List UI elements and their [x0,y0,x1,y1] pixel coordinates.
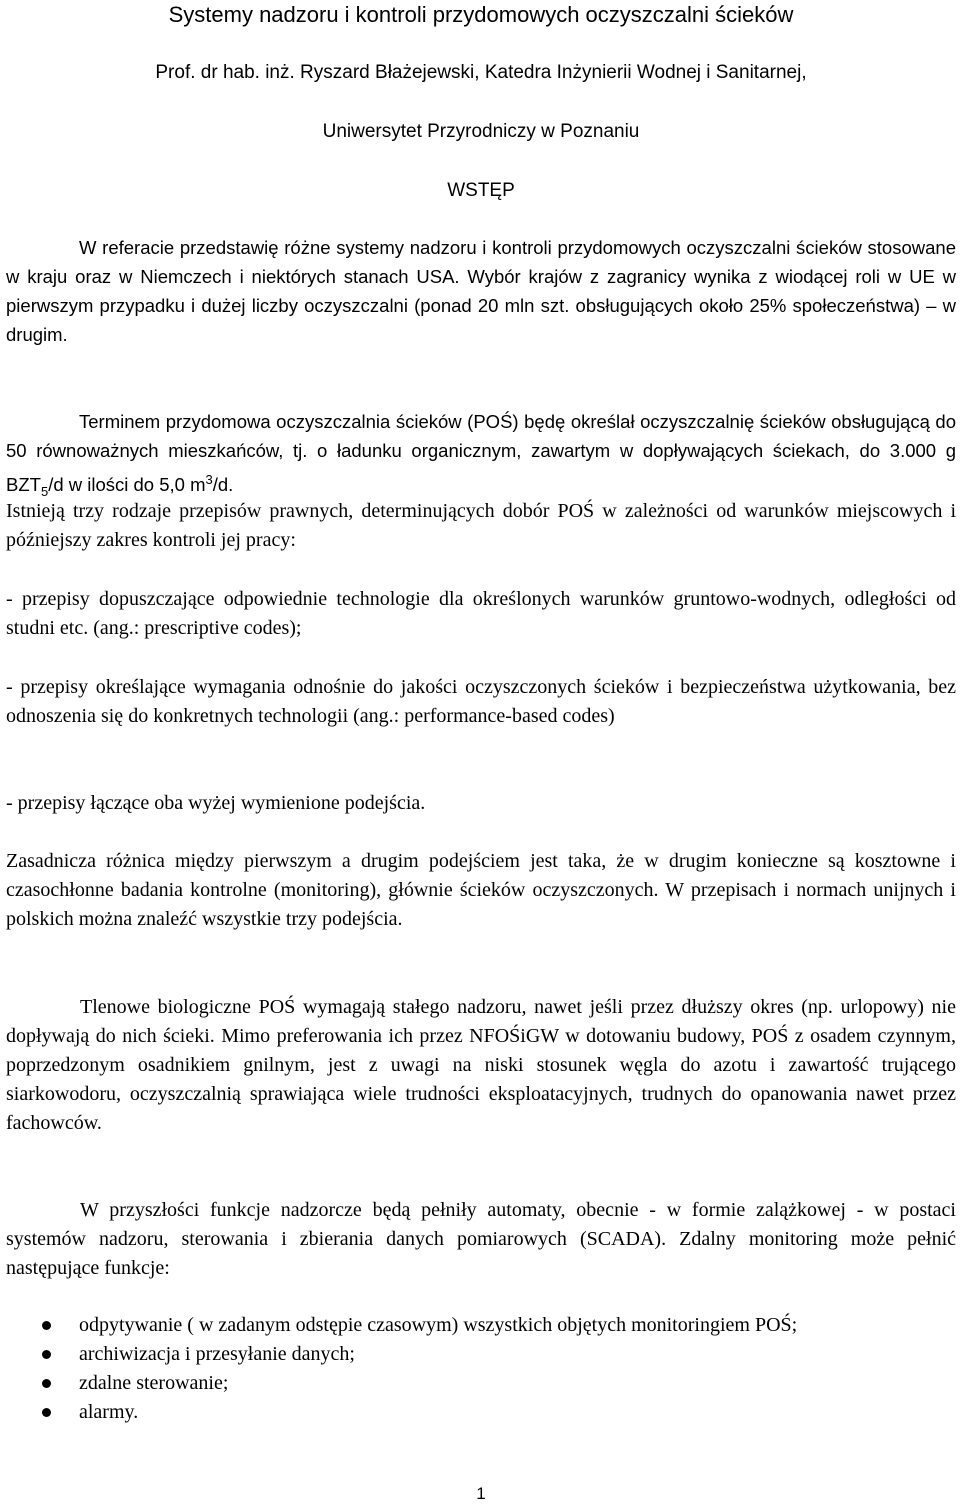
bullet-icon [42,1408,51,1417]
bullet-icon [42,1379,51,1388]
list-item-text: alarmy. [79,1401,139,1423]
list-item [6,1340,956,1369]
bullet-icon [42,1350,51,1359]
regulation-item: - przepisy określające wymagania odnośnie do jakości oczyszczonych ścieków i bezpieczeństwa użytkowania, bez odnoszenia się do konkretnych technologii (ang.: performance-based codes) [6,676,956,727]
regulation-item: - przepisy łączące oba wyżej wymienione podejścia. [6,792,426,814]
section-heading: WSTĘP [447,180,515,201]
definition-text-3: /d. [212,474,234,496]
regulations-intro: Istnieją trzy rodzaje przepisów prawnych, determinujących dobór POŚ w zależności od warunków miejscowych i późniejszy zakres kontroli jej pracy: [6,500,956,551]
affiliation: Uniwersytet Przyrodniczy w Poznaniu [322,121,640,142]
author-line: Prof. dr hab. inż. Ryszard Błażejewski, Katedra Inżynierii Wodnej i Sanitarnej, [155,62,807,83]
definition-text-1: Terminem przydomowa oczyszczalnia ścieków (POŚ) będę określał oczyszczalnię ścieków obsługującą do 50 równoważnych mieszkańców, tj. o ładunku organicznym, zawartym w dopływających ściekach, do 3.000 g BZT [6,411,956,496]
definition-subscript: 5 [40,483,49,499]
page-number: 1 [476,1484,486,1503]
aerobic-paragraph: Tlenowe biologiczne POŚ wymagają stałego nadzoru, nawet jeśli przez dłuższy okres (np. urlopowy) nie dopływają do nich ścieki. Mimo preferowania ich przez NFOŚiGW w dotowaniu budowy, POŚ z osadem czynnym, poprzedzonym osadnikiem gnilnym, jest z uwagi na niski stosunek węgla do azotu i zawartość trującego siarkowodoru, oczyszczalnią sprawiająca wiele trudności eksploatacyjnych, trudnych do opanowania nawet przez fachowców. [6,996,956,1134]
regulation-item: - przepisy dopuszczające odpowiednie technologie dla określonych warunków gruntowo-wodnych, odległości od studni etc. (ang.: prescriptive codes); [6,588,956,639]
difference-paragraph: Zasadnicza różnica między pierwszym a drugim podejściem jest taka, że w drugim konieczne są kosztowne i czasochłonne badania kontrolne (monitoring), głównie ścieków oczyszczonych. W przepisach i normach unijnych i polskich można znaleźć wszystkie trzy podejścia. [6,850,956,930]
document-title: Systemy nadzoru i kontroli przydomowych oczyszczalni ścieków [168,2,794,27]
list-item [6,1398,956,1427]
list-item-text: odpytywanie ( w zadanym odstępie czasowym) wszystkich objętych monitoringiem POŚ; [79,1314,798,1336]
list-item-text: zdalne sterowanie; [79,1372,229,1394]
definition-paragraph [6,407,956,506]
list-item [6,1369,956,1398]
future-paragraph: W przyszłości funkcje nadzorcze będą pełniły automaty, obecnie - w formie zalążkowej - w postaci systemów nadzoru, sterowania i zbierania danych pomiarowych (SCADA). Zdalny monitoring może pełnić następujące funkcje: [6,1199,956,1279]
intro-paragraph: W referacie przedstawię różne systemy nadzoru i kontroli przydomowych oczyszczalni ścieków stosowane w kraju oraz w Niemczech i niektórych stanach USA. Wybór krajów z zagranicy wynika z wiodącej roli w UE w pierwszym przypadku i dużej liczby oczyszczalni (ponad 20 mln szt. obsługujących około 25% społeczeństwa) – w drugim. [6,237,956,345]
list-item [6,1311,956,1340]
definition-text-2: /d w ilości do 5,0 m [48,474,206,496]
monitoring-functions-list [6,1311,956,1427]
bullet-icon [42,1321,51,1330]
list-item-text: archiwizacja i przesyłanie danych; [79,1343,355,1365]
definition-superscript: 3 [205,472,213,487]
